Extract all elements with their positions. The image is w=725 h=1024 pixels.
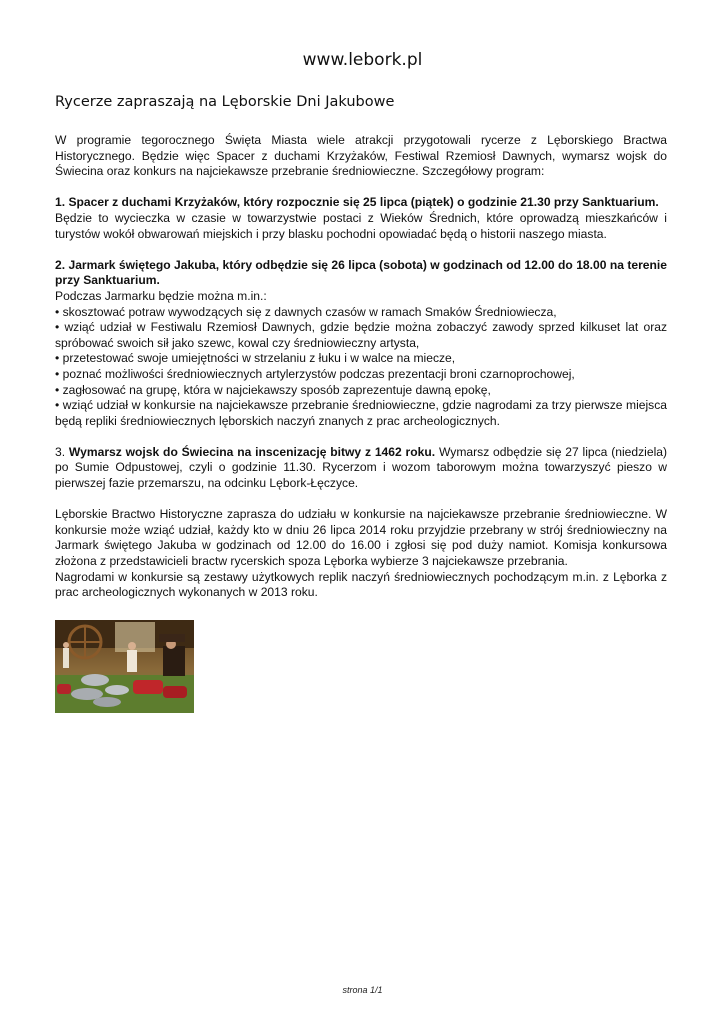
page-footer: strona 1/1: [342, 985, 383, 995]
article-photo: [55, 620, 194, 713]
article-title: Rycerze zapraszają na Lęborskie Dni Jakubowe: [55, 94, 395, 110]
bullet-item: • wziąć udział w konkursie na najciekawsze przebranie średniowieczne, gdzie nagrodami za trzy pierwsze miejsca będą repliki średniowiecznych lęborskich naczyń znanych z prac archeologicznych.: [55, 398, 667, 428]
contest-text: Lęborskie Bractwo Historyczne zaprasza do udziału w konkursie na najciekawsze przebranie średniowieczne. W konkursie może wziąć udział, każdy kto w dniu 26 lipca 2014 roku przyjdzie przebrany w strój średniowieczny na Jarmark świętego Jakuba w godzinach od 12.00 do 16.00 i zgłosi się pod duży namiot. Komisja konkursowa złożona z przedstawicieli bractw rycerskich spoza Lęborka wybierze 3 najciekawsze przebrania.: [55, 507, 667, 569]
prizes-text: Nagrodami w konkursie są zestawy użytkowych replik naczyń średniowiecznych pochodzącym m.in. z Lęborka z prac archeologicznych wykonanych w 2013 roku.: [55, 569, 667, 600]
item-3: [55, 445, 667, 492]
bullet-item: • przetestować swoje umiejętności w strzelaniu z łuku i w walce na miecze,: [55, 351, 456, 366]
item-3-heading: Wymarsz wojsk do Świecina na inscenizację bitwy z 1462 roku.: [68, 444, 436, 459]
bullet-item: • wziąć udział w Festiwalu Rzemiosł Dawnych, gdzie będzie można zobaczyć zawody sprzed kilkuset lat oraz spróbować swoich sił jako szewc, kowal czy średniowieczny artysta,: [55, 320, 667, 350]
item-1: [55, 195, 667, 242]
item-3-prefix: 3.: [55, 444, 69, 459]
item-2-lead: Podczas Jarmarku będzie można m.in.:: [55, 288, 267, 303]
contest-paragraph: [55, 507, 667, 601]
article-body: [55, 133, 667, 616]
intro-paragraph: W programie tegorocznego Święta Miasta wiele atrakcji przygotowali rycerze z Lęborskiego Bractwa Historycznego. Będzie więc Spacer z duchami Krzyżaków, Festiwal Rzemiosł Dawnych, wymarsz wojsk do Świecina oraz konkurs na najciekawsze przebranie średniowieczne. Szczegółowy program:: [55, 133, 667, 179]
bullet-item: • poznać możliwości średniowiecznych artylerzystów podczas prezentacji broni czarnoprochowej,: [55, 366, 575, 381]
site-url: www.lebork.pl: [302, 50, 423, 70]
item-3-text: Wymarsz odbędzie się 27 lipca (niedziela) po Sumie Odpustowej, czyli o godzinie 11.30. Rycerzom i wozom taborowym można towarzyszyć pieszo w pierwszej fazie przemarszu, na odcinku Lębork-Łęczyce.: [55, 444, 668, 491]
item-2-bullet-list: [55, 305, 667, 428]
item-2-heading: 2. Jarmark świętego Jakuba, który odbędzie się 26 lipca (sobota) w godzinach od 12.00 do 18.00 na terenie przy Sanktuarium.: [55, 257, 667, 288]
item-1-text: Będzie to wycieczka w czasie w towarzystwie postaci z Wieków Średnich, które oprowadzą mieszkańców i turystów wokół obwarowań miejskich i przy blasku pochodni opowiadać będą o historii naszego miasta.: [55, 210, 667, 241]
bullet-item: • skosztować potraw wywodzących się z dawnych czasów w ramach Smaków Średniowiecza,: [55, 304, 557, 319]
item-1-heading: 1. Spacer z duchami Krzyżaków, który rozpocznie się 25 lipca (piątek) o godzinie 21.30 przy Sanktuarium.: [55, 195, 659, 210]
item-2: [55, 258, 667, 430]
bullet-item: • zagłosować na grupę, która w najciekawszy sposób zaprezentuje dawną epokę,: [55, 382, 491, 397]
